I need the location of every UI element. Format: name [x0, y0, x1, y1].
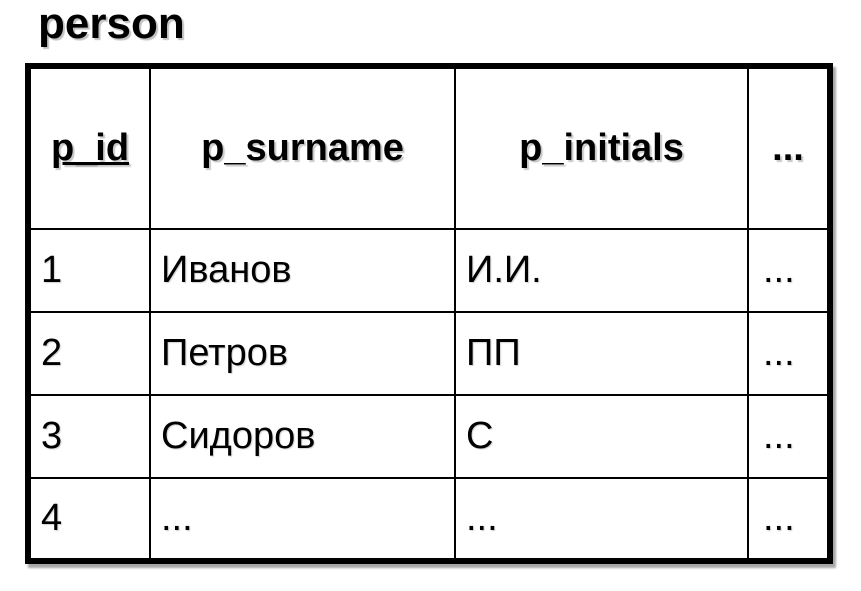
cell-p-initials: С: [455, 395, 748, 478]
column-header-p-surname: p_surname: [150, 66, 455, 229]
cell-more: ...: [748, 312, 830, 395]
table-row: [28, 478, 830, 561]
cell-p-initials: ПП: [455, 312, 748, 395]
person-table: [25, 63, 833, 564]
cell-p-surname: Петров: [150, 312, 455, 395]
table-row: [28, 395, 830, 478]
table-title: person: [38, 0, 185, 48]
cell-more: ...: [748, 478, 830, 561]
cell-p-id: 3: [28, 395, 150, 478]
cell-more: ...: [748, 395, 830, 478]
cell-p-id: 4: [28, 478, 150, 561]
column-header-more: ...: [748, 66, 830, 229]
cell-p-id: 1: [28, 229, 150, 312]
header-row: [28, 66, 830, 229]
column-header-p-id: p_id: [28, 66, 150, 229]
cell-more: ...: [748, 229, 830, 312]
column-header-p-initials: p_initials: [455, 66, 748, 229]
table-row: [28, 312, 830, 395]
cell-p-surname: Сидоров: [150, 395, 455, 478]
cell-p-surname: ...: [150, 478, 455, 561]
cell-p-initials: И.И.: [455, 229, 748, 312]
cell-p-id: 2: [28, 312, 150, 395]
cell-p-surname: Иванов: [150, 229, 455, 312]
table-row: [28, 229, 830, 312]
cell-p-initials: ...: [455, 478, 748, 561]
